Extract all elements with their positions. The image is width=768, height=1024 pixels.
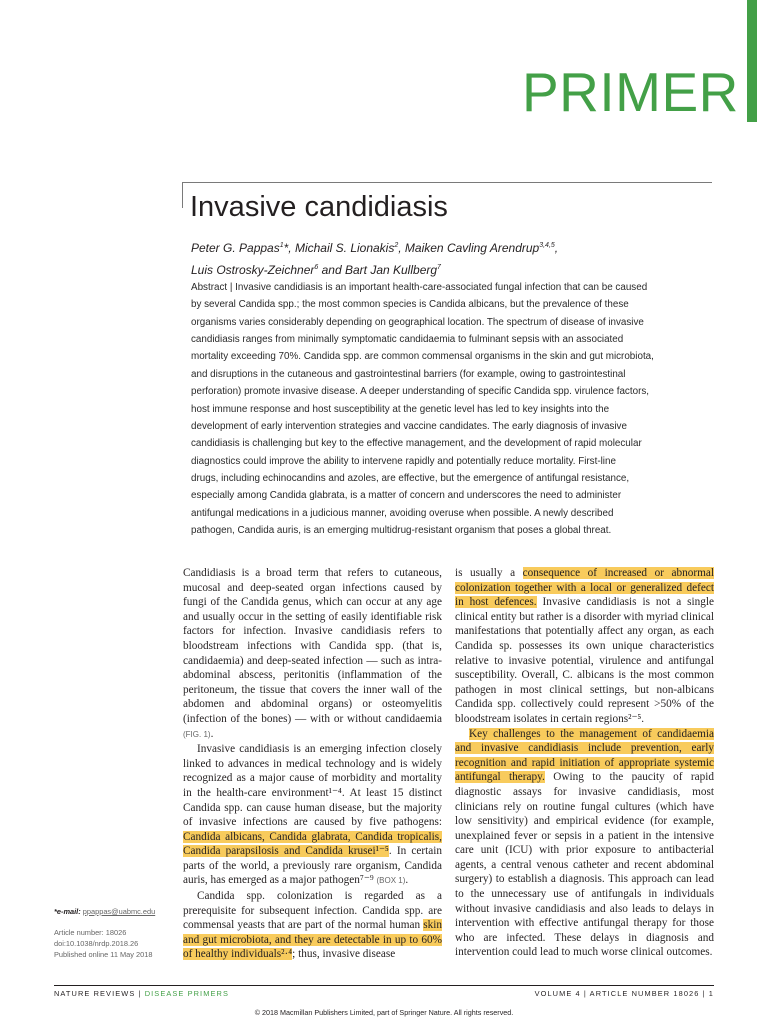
figure-reference[interactable]: (FIG. 1) <box>183 729 211 739</box>
correspondence <box>54 906 179 917</box>
author-affiliation: 7 <box>437 264 441 271</box>
author-affiliation: 6 <box>314 264 319 271</box>
copyright-notice: © 2018 Macmillan Publishers Limited, part of Springer Nature. All rights reserved. <box>254 1008 514 1017</box>
footer-separator: | <box>135 989 145 998</box>
title-corner-mark <box>182 182 183 208</box>
body-column-left <box>183 566 442 962</box>
author-name: Luis Ostrosky-Zeichner <box>191 263 315 277</box>
body-paragraph <box>455 727 714 961</box>
paragraph-text: Candidiasis is a broad term that refers to cutaneous, mucosal and deep-seated organ infections caused by fungi of the Candida genus, which can occur at any age and usually occur in the setting of easily identifiable risk factors for infection. Invasive candidiasis refers to bloodstream infections with Candida spp. (that is, candidaemia) and deep-seated infection — such as intra-abdominal abscess, peritonitis (inflammation of the peritoneum, the tissue that covers the inner wall of the abdomen and abdominal organs) or osteomyelitis (infection of the bones) — with or without candidaemia <box>183 567 442 725</box>
journal-section: DISEASE PRIMERS <box>144 989 229 998</box>
email-link[interactable]: ppappas@uabmc.edu <box>82 907 156 916</box>
highlighted-text: skin and gut microbiota, and they are detectable in up to 60% of healthy individuals²·⁴ <box>183 919 442 961</box>
footer-journal <box>54 989 229 998</box>
author-affiliation: 1 <box>279 242 284 249</box>
paragraph-text: . In certain parts of the world, a previously rare organism, Candida auris, has emerged as a major pathogen⁷⁻⁹ <box>183 845 442 887</box>
author-separator: , <box>398 241 405 255</box>
highlighted-text: consequence of increased or abnormal colonization together with a local or generalized defect in host defences. <box>455 567 714 609</box>
author-affiliation: 2 <box>394 242 399 249</box>
email-label: *e-mail: <box>54 907 81 916</box>
paragraph-text: Invasive candidiasis is not a single clinical entity but rather is a disorder with myriad clinical manifestations that potentially affect any organ, as each Candida sp. possesses its own unique characteristics relative to invasive potential, virulence and antifungal susceptibility. Overall, C. albicans is the most common pathogen in most clinical settings, but non-albicans Candida spp. collectively could represent >50% of the bloodstream isolates in certain regions²⁻⁵. <box>455 596 714 725</box>
author-name: Peter G. Pappas <box>191 241 280 255</box>
highlighted-text: Candida albicans, Candida glabrata, Candida tropicalis, Candida parapsilosis and Candida krusei¹⁻⁵ <box>183 830 442 858</box>
body-column-right <box>455 566 714 960</box>
paragraph-text: ; thus, invasive disease <box>292 948 396 961</box>
title-rule <box>182 182 712 183</box>
author-name: Michail S. Lionakis <box>294 241 395 255</box>
body-paragraph <box>183 889 442 962</box>
abstract: Abstract | Invasive candidiasis is an important health-care-associated fungal infection that can be caused by several Candida spp.; the most common species is Candida albicans, but the prevalence of these organisms varies considerably depending on geographical location. The spectrum of disease of invasive candidiasis ranges from minimally symptomatic candidaemia to fulminant sepsis with an associated mortality exceeding 70%. Candida spp. are common commensal organisms in the skin and gut microbiota, and disruptions in the cutaneous and gastrointestinal barriers (for example, owing to gastrointestinal perforation) promote invasive disease. A deeper understanding of specific Candida spp. virulence factors, host immune response and host susceptibility at the genetic level has led to key insights into the development of early intervention strategies and vaccine candidates. The early diagnosis of invasive candidiasis is challenging but key to the effective management, and the development of rapid molecular diagnostics could improve the ability to intervene rapidly and potentially reduce mortality. First-line drugs, including echinocandins and azoles, are effective, but the emergence of antifungal resistance, especially among Candida glabrata, is a matter of concern and underscores the need to administer antifungal medications in a judicious manner, avoiding overuse when possible. A newly described pathogen, Candida auris, is an emerging multidrug-resistant organism that poses a global threat. <box>191 282 654 537</box>
author-name: Maiken Cavling Arendrup <box>404 241 540 255</box>
author-list <box>191 236 671 280</box>
highlighted-text: Key challenges to the management of candidaemia and invasive candidiasis include prevention, early recognition and rapid initiation of appropriate systemic antifungal therapy. <box>455 727 714 784</box>
body-paragraph <box>455 566 714 727</box>
journal-name: NATURE REVIEWS <box>54 989 136 998</box>
article-number: Article number: 18026 <box>54 928 127 937</box>
article-meta <box>54 906 179 960</box>
publication-date: Published online 11 May 2018 <box>54 950 153 959</box>
author-separator: , <box>554 241 559 255</box>
paragraph-text: Owing to the paucity of rapid diagnostic assays for invasive candidiasis, most clinicians rely on routine fungal cultures (which have low sensitivity) and empirical evidence (for example, unexplained fever or sepsis in a patient in the intensive care unit (ICU) with prior exposure to antibacterial agents, a central venous catheter and recent abdominal surgery) to establish a diagnosis. This approach can lead to the unnecessary use of antifungals in individuals without invasive candidiasis and also leads to delays in intervention with effective antifungal therapy for those who are infected. These delays in diagnosis and intervention could lead to much worse clinical outcomes. <box>455 771 714 959</box>
author-affiliation: 3,4,5 <box>539 242 555 249</box>
paragraph-text: Candida spp. colonization is regarded as a prerequisite for subsequent infection. Candida spp. are commensal yeasts that are part of the normal human <box>183 890 442 932</box>
box-reference[interactable]: (BOX 1) <box>376 876 406 886</box>
doi-link[interactable]: doi:10.1038/nrdp.2018.26 <box>54 939 139 948</box>
footer-rule <box>54 985 714 986</box>
body-paragraph: Candidiasis is a broad term that refers to cutaneous, mucosal and deep-seated organ infections caused by fungi of the Candida genus, which can occur at any age and usually occur in the setting of easily identifiable risk factors for infection. Invasive candidiasis refers to bloodstream infections with Candida spp. (that is, candidaemia) and deep-seated infection — such as intra-abdominal abscess, peritonitis (inflammation of the peritoneum, the tissue that covers the inner wall of the abdomen and abdominal organs) or osteomyelitis (infection of the bones) — with or without candidaemia (FIG. 1). <box>183 567 442 740</box>
author-separator: *, <box>283 241 295 255</box>
footer-volume: VOLUME 4 | ARTICLE NUMBER 18026 | 1 <box>534 989 714 998</box>
body-paragraph: Invasive candidiasis is an emerging infection closely linked to advances in medical technology and is widely recognized as a major cause of morbidity and mortality in the health-care environment¹⁻⁴. At least 15 distinct Candida spp. can cause human disease, but the majority of invasive infections are caused by five pathogens: Candida albicans, Candida glabrata, Candida tropicalis, Candida parapsilosis and Candida krusei¹⁻⁵. In certain parts of the world, a previously rare organism, Candida auris, has emerged as a major pathogen⁷⁻⁹ (BOX 1). <box>183 743 442 887</box>
section-label: PRIMER <box>522 61 739 123</box>
paragraph-text: Invasive candidiasis is an emerging infection closely linked to advances in medical technology and is widely recognized as a major cause of morbidity and mortality in the health-care environment¹⁻⁴. At least 15 distinct Candida spp. can cause human disease, but the majority of invasive infections are caused by five pathogens: <box>183 743 442 829</box>
section-accent-bar <box>747 0 757 122</box>
article-title: Invasive candidiasis <box>190 191 448 223</box>
paragraph-text: is usually a <box>455 567 523 579</box>
author-separator: and <box>318 263 345 277</box>
author-name: Bart Jan Kullberg <box>344 263 438 277</box>
